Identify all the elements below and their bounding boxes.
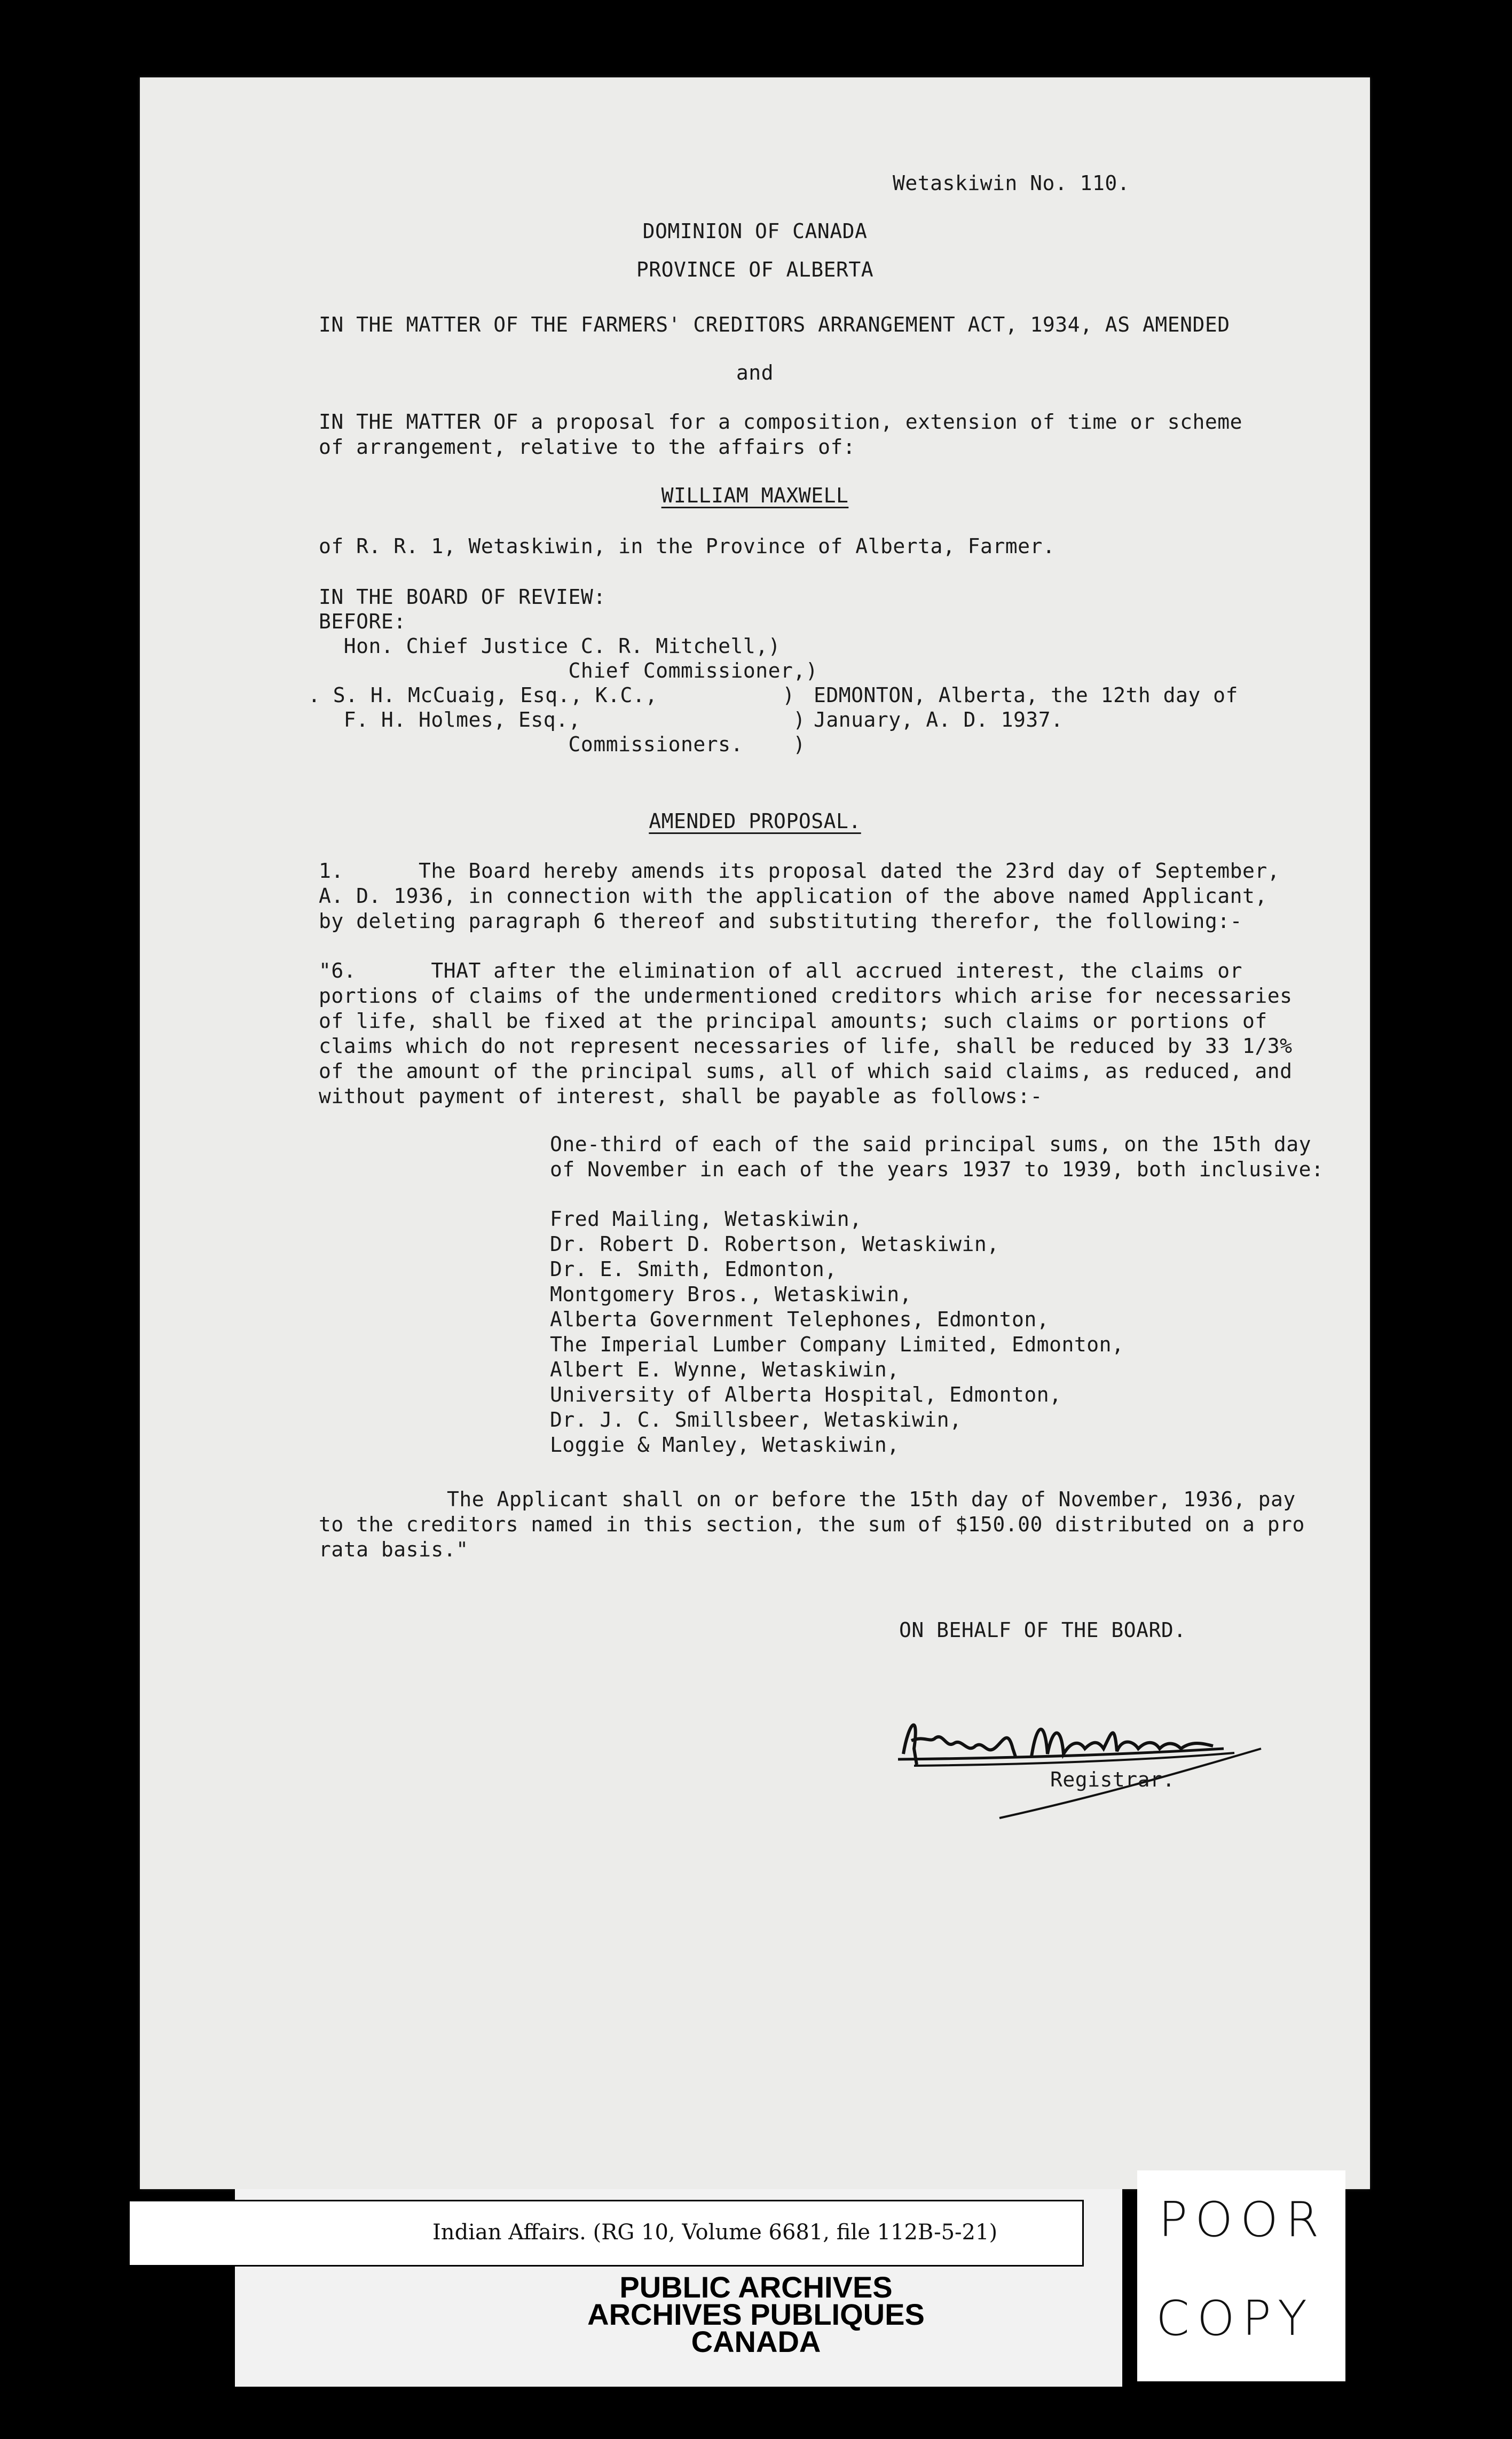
registrar-title: Registrar. [1050, 1768, 1175, 1791]
poor-copy-line-2: COPY [1156, 2291, 1314, 2347]
paragraph-line: "6. THAT after the elimination of all accrued interest, the claims or [319, 959, 1242, 982]
matter-proposal-line-2: of arrangement, relative to the affairs of: [319, 435, 856, 459]
creditor-item: Loggie & Manley, Wetaskiwin, [550, 1433, 900, 1457]
file-number: Wetaskiwin No. 110. [893, 171, 1130, 195]
registrar-signature [893, 1690, 1298, 1829]
debtor-address: of R. R. 1, Wetaskiwin, in the Province of Alberta, Farmer. [319, 534, 1056, 558]
creditor-item: Dr. J. C. Smillsbeer, Wetaskiwin, [550, 1408, 962, 1431]
matter-act: IN THE MATTER OF THE FARMERS' CREDITORS ARRANGEMENT ACT, 1934, AS AMENDED [319, 313, 1230, 336]
installment-line: of November in each of the years 1937 to 1939, both inclusive: [550, 1158, 1324, 1181]
place-date-line-2: January, A. D. 1937. [814, 708, 1064, 731]
creditor-item: Montgomery Bros., Wetaskiwin, [550, 1283, 912, 1306]
board-line: Commissioners. ) [319, 733, 806, 756]
payment-line: to the creditors named in this section, the sum of $150.00 distributed on a pro [319, 1513, 1305, 1536]
board-line: Chief Commissioner,) [319, 659, 818, 682]
archive-name-fr: ARCHIVES PUBLIQUES [587, 2298, 925, 2331]
archive-country: CANADA [691, 2325, 821, 2358]
section-title: AMENDED PROPOSAL. [649, 809, 861, 833]
creditor-item: Dr. E. Smith, Edmonton, [550, 1257, 837, 1281]
archive-reference: Indian Affairs. (RG 10, Volume 6681, file 112B-5-21) [432, 2220, 998, 2245]
paragraph-line: portions of claims of the undermentioned creditors which arise for necessaries [319, 984, 1293, 1008]
payment-line: The Applicant shall on or before the 15th day of November, 1936, pay [447, 1488, 1296, 1511]
payment-line: rata basis." [319, 1538, 469, 1561]
creditor-item: University of Alberta Hospital, Edmonton, [550, 1383, 1062, 1406]
board-heading: IN THE BOARD OF REVIEW: [319, 585, 606, 609]
place-date-line-1: EDMONTON, Alberta, the 12th day of [814, 683, 1238, 707]
paragraph-line: claims which do not represent necessaries of life, shall be reduced by 33 1/3% [319, 1034, 1293, 1058]
and-connector: and [736, 361, 774, 384]
board-line: . S. H. McCuaig, Esq., K.C., ) [308, 683, 795, 707]
document-page [140, 77, 1370, 2189]
installment-line: One-third of each of the said principal sums, on the 15th day [550, 1132, 1312, 1156]
on-behalf-line: ON BEHALF OF THE BOARD. [899, 1618, 1186, 1642]
paragraph-line: of the amount of the principal sums, all of which said claims, as reduced, and [319, 1059, 1293, 1083]
board-line: Hon. Chief Justice C. R. Mitchell,) [319, 634, 781, 658]
creditor-item: Albert E. Wynne, Wetaskiwin, [550, 1358, 900, 1381]
matter-proposal-line-1: IN THE MATTER OF a proposal for a composition, extension of time or scheme [319, 410, 1242, 434]
paragraph-line: A. D. 1936, in connection with the application of the above named Applicant, [319, 884, 1267, 908]
punch-hole [97, 203, 130, 242]
board-line: F. H. Holmes, Esq., ) [319, 708, 806, 731]
creditor-item: Dr. Robert D. Robertson, Wetaskiwin, [550, 1232, 999, 1256]
dominion-heading: DOMINION OF CANADA [642, 219, 868, 243]
paragraph-line: of life, shall be fixed at the principal amounts; such claims or portions of [319, 1009, 1267, 1033]
debtor-name: WILLIAM MAXWELL [661, 484, 849, 507]
creditor-item: Fred Mailing, Wetaskiwin, [550, 1207, 862, 1231]
poor-copy-line-1: POOR [1159, 2192, 1327, 2248]
creditor-item: The Imperial Lumber Company Limited, Edmonton, [550, 1333, 1124, 1356]
province-heading: PROVINCE OF ALBERTA [636, 258, 874, 281]
paragraph-line: by deleting paragraph 6 thereof and substituting therefor, the following:- [319, 909, 1242, 933]
paragraph-line: without payment of interest, shall be payable as follows:- [319, 1084, 1043, 1108]
creditor-item: Alberta Government Telephones, Edmonton, [550, 1308, 1050, 1331]
paragraph-line: 1. The Board hereby amends its proposal dated the 23rd day of September, [319, 859, 1280, 883]
archive-name-en: PUBLIC ARCHIVES [619, 2270, 893, 2304]
before-heading: BEFORE: [319, 610, 406, 633]
